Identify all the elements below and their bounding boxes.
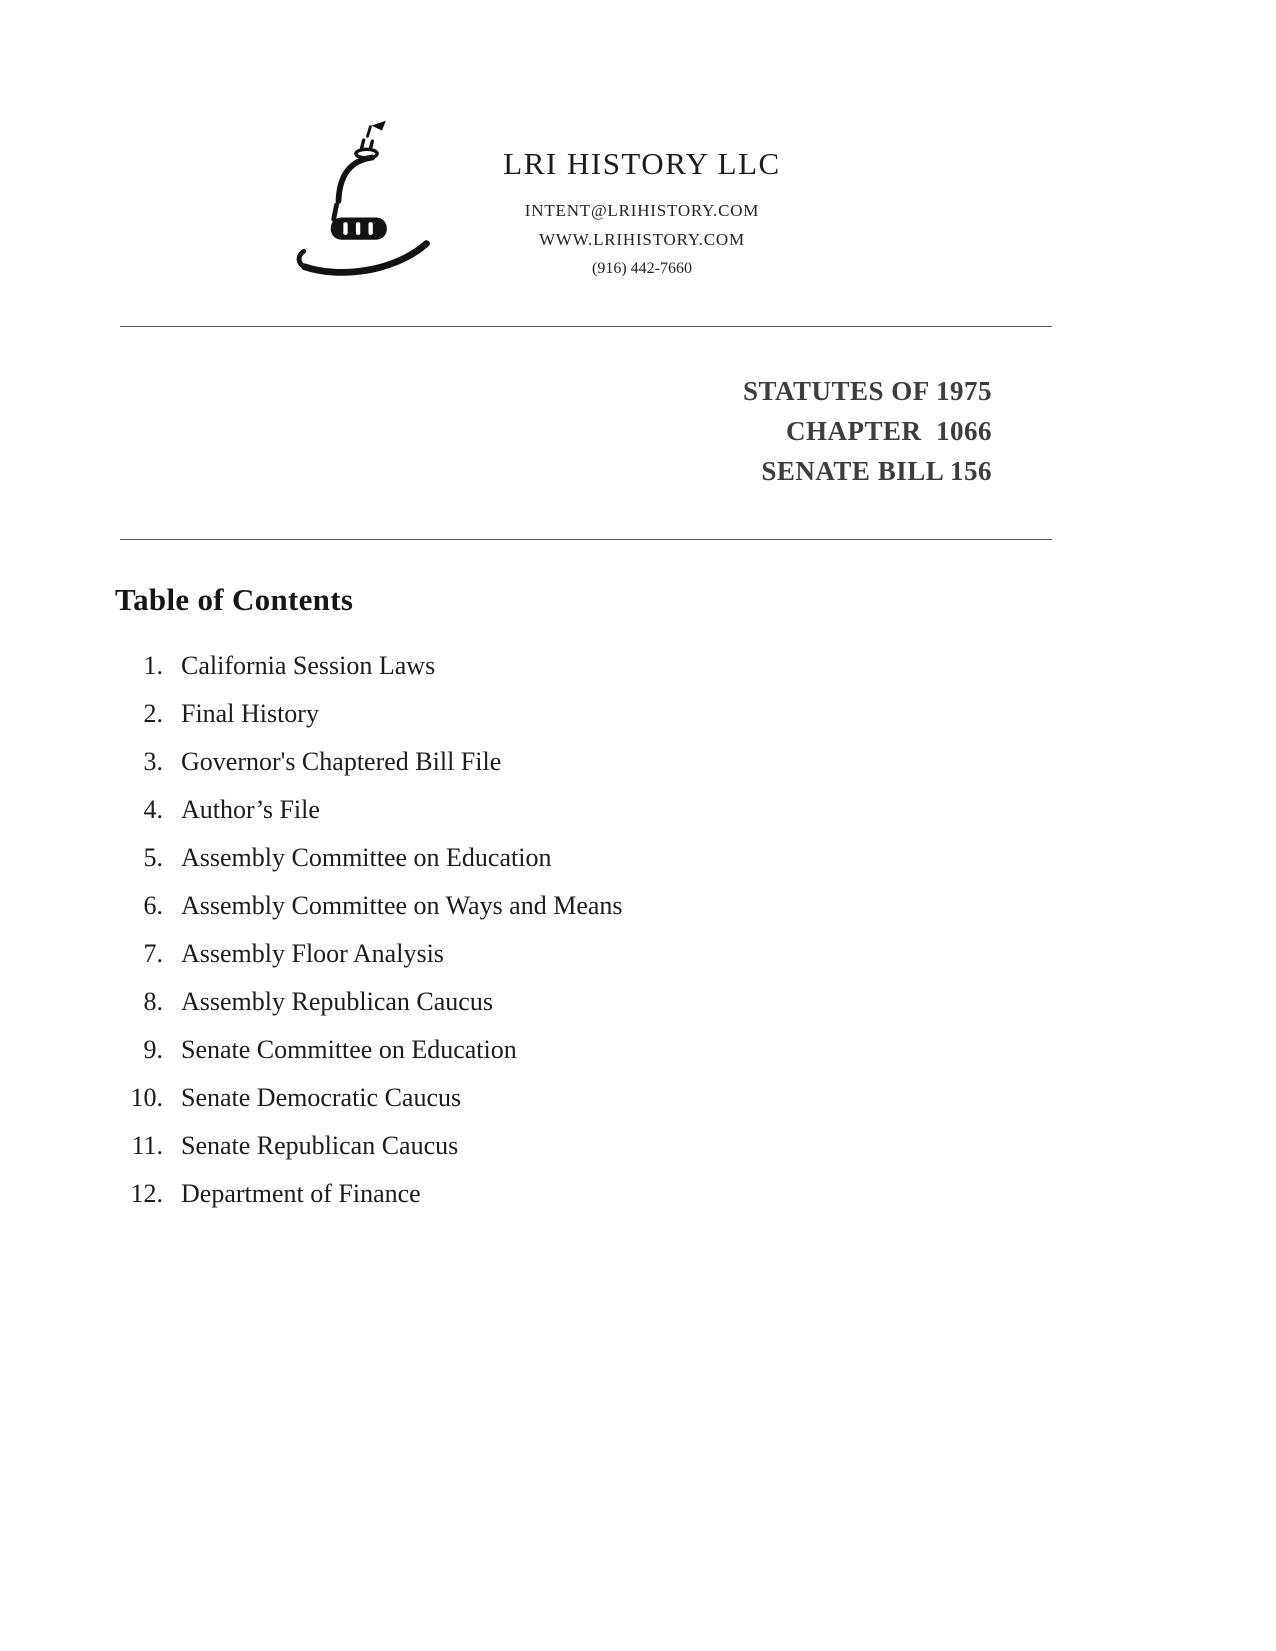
toc-item-number: 5. — [143, 843, 163, 872]
toc-item — [111, 1178, 1276, 1209]
toc-item-number: 1. — [143, 651, 163, 680]
divider-bottom — [120, 539, 1052, 540]
toc-item-label: Assembly Floor Analysis — [181, 939, 444, 968]
toc-item — [111, 650, 1276, 681]
toc-item-number: 2. — [143, 699, 163, 728]
toc-item-number: 11. — [131, 1131, 163, 1160]
toc-title: Table of Contents — [115, 582, 354, 617]
toc-item-number: 3. — [143, 747, 163, 776]
toc-item-label: Assembly Republican Caucus — [181, 987, 493, 1016]
divider-top — [120, 326, 1052, 327]
company-website: WWW.LRIHISTORY.COM — [539, 230, 745, 249]
capitol-dome-logo-icon — [295, 118, 440, 286]
toc-item-number: 10. — [130, 1083, 163, 1112]
toc-item-label: Final History — [181, 699, 319, 728]
toc-item-number: 4. — [143, 795, 163, 824]
chapter-line: CHAPTER 1066 — [785, 416, 992, 446]
company-name: LRI HISTORY LLC — [503, 146, 781, 181]
toc-item-number: 6. — [143, 891, 163, 920]
toc-item-number: 7. — [143, 939, 163, 968]
toc-item-number: 9. — [143, 1035, 163, 1064]
toc-list — [111, 650, 1276, 1209]
toc-item-label: California Session Laws — [181, 651, 436, 680]
toc-item-number: 8. — [143, 987, 163, 1016]
toc-item-label: Assembly Committee on Ways and Means — [181, 891, 623, 920]
toc-item — [111, 1082, 1276, 1113]
company-phone: (916) 442-7660 — [592, 260, 692, 277]
toc-item-label: Department of Finance — [181, 1179, 421, 1208]
toc-item — [111, 1130, 1276, 1161]
toc-item-label: Senate Democratic Caucus — [181, 1083, 462, 1112]
senate-bill-line: SENATE BILL 156 — [761, 456, 992, 486]
toc-item-number: 12. — [130, 1179, 163, 1208]
letterhead — [0, 0, 1276, 286]
toc-item — [111, 794, 1276, 825]
toc-item — [111, 1034, 1276, 1065]
toc-item — [111, 698, 1276, 729]
statutes-line: STATUTES OF 1975 — [742, 376, 992, 406]
document-reference-block — [0, 371, 992, 491]
toc-item — [111, 986, 1276, 1017]
toc-item — [111, 842, 1276, 873]
toc-item-label: Author’s File — [181, 795, 320, 824]
toc-item-label: Senate Committee on Education — [181, 1035, 517, 1064]
toc-item-label: Assembly Committee on Education — [181, 843, 552, 872]
toc-item — [111, 938, 1276, 969]
toc-item — [111, 890, 1276, 921]
letterhead-text — [482, 118, 802, 283]
toc-item-label: Governor's Chaptered Bill File — [181, 747, 502, 776]
toc-item — [111, 746, 1276, 777]
company-email: INTENT@LRIHISTORY.COM — [524, 201, 760, 220]
toc-item-label: Senate Republican Caucus — [181, 1131, 459, 1160]
